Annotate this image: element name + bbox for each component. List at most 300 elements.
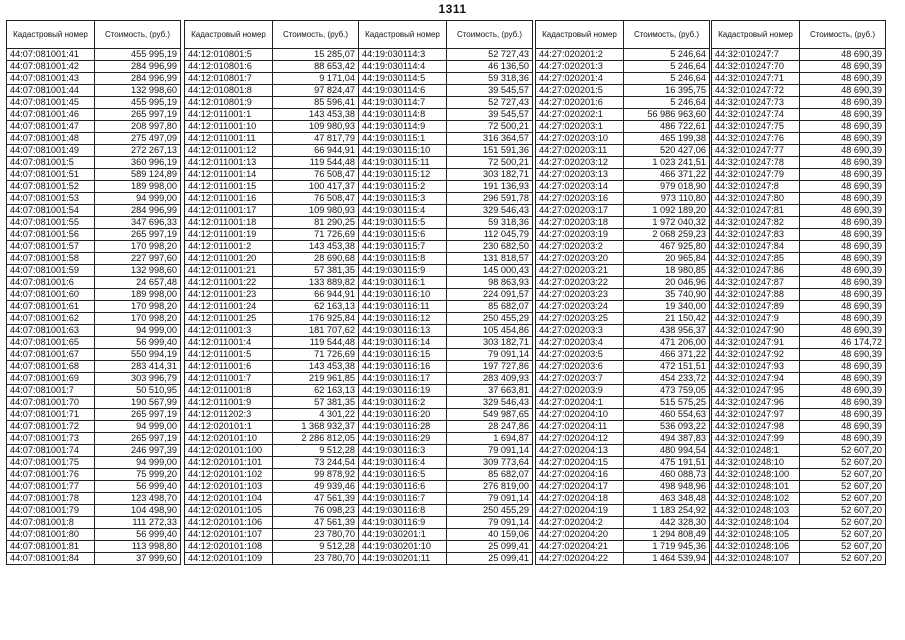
cost-cell: 1 464 539,94	[624, 553, 710, 565]
table-row	[712, 121, 886, 133]
cost-cell: 23 780,70	[273, 553, 359, 565]
cost-cell: 473 759,05	[624, 385, 710, 397]
cadastral-number-cell: 44:32:010247:89	[712, 301, 800, 313]
cadastral-number-cell: 44:19:030115:7	[359, 241, 447, 253]
table-row	[536, 133, 710, 145]
table-row	[185, 469, 359, 481]
cost-cell: 455 995,19	[95, 97, 181, 109]
table-row	[359, 361, 533, 373]
cost-cell: 81 290,25	[273, 217, 359, 229]
cadastral-number-cell: 44:12:011001:20	[185, 253, 273, 265]
cost-cell: 98 863,93	[447, 277, 533, 289]
cost-cell: 48 690,39	[800, 253, 886, 265]
table-row	[185, 445, 359, 457]
cost-cell: 16 395,75	[624, 85, 710, 97]
cost-cell: 2 068 259,23	[624, 229, 710, 241]
cadastral-number-cell: 44:07:081001:60	[7, 289, 95, 301]
cost-cell: 5 246,64	[624, 97, 710, 109]
cadastral-number-cell: 44:19:030116:4	[359, 457, 447, 469]
cost-cell: 219 961,85	[273, 373, 359, 385]
cadastral-number-cell: 44:32:010247:91	[712, 337, 800, 349]
cost-cell: 94 999,00	[95, 325, 181, 337]
cadastral-number-cell: 44:12:011001:2	[185, 241, 273, 253]
cadastral-number-cell: 44:07:081001:69	[7, 373, 95, 385]
cadastral-table-2	[184, 20, 359, 565]
cost-cell: 5 246,64	[624, 73, 710, 85]
cost-cell: 466 371,22	[624, 169, 710, 181]
cost-cell: 48 690,39	[800, 133, 886, 145]
cadastral-table-3	[358, 20, 533, 565]
cost-cell: 57 381,35	[273, 265, 359, 277]
cost-cell: 111 272,33	[95, 517, 181, 529]
table-row	[7, 241, 181, 253]
cadastral-number-cell: 44:27:020204:11	[536, 421, 624, 433]
cost-cell: 170 998,20	[95, 241, 181, 253]
cost-cell: 272 267,13	[95, 145, 181, 157]
cadastral-number-cell: 44:32:010247:90	[712, 325, 800, 337]
table-row	[7, 205, 181, 217]
table-row	[7, 97, 181, 109]
cadastral-number-cell: 44:07:081001:65	[7, 337, 95, 349]
table-row	[712, 433, 886, 445]
cost-cell: 550 994,19	[95, 349, 181, 361]
cost-cell: 303 182,71	[447, 337, 533, 349]
cost-cell: 52 607,20	[800, 541, 886, 553]
table-row	[536, 73, 710, 85]
cadastral-number-cell: 44:19:030115:6	[359, 229, 447, 241]
table-row	[7, 289, 181, 301]
table-row	[536, 349, 710, 361]
column-header-cost: Стоимость, (руб.)	[447, 21, 533, 49]
cadastral-number-cell: 44:27:020203:21	[536, 265, 624, 277]
table-row	[7, 481, 181, 493]
table-row	[359, 133, 533, 145]
table-row	[7, 193, 181, 205]
table-row	[7, 529, 181, 541]
cost-cell: 48 690,39	[800, 73, 886, 85]
cadastral-number-cell: 44:12:011001:12	[185, 145, 273, 157]
cadastral-number-cell: 44:07:081001:46	[7, 109, 95, 121]
cadastral-number-cell: 44:12:011001:5	[185, 349, 273, 361]
cost-cell: 37 663,81	[447, 385, 533, 397]
cadastral-number-cell: 44:07:081001:70	[7, 397, 95, 409]
table-row	[7, 325, 181, 337]
cost-cell: 73 244,54	[273, 457, 359, 469]
table-row	[7, 457, 181, 469]
table-row	[7, 541, 181, 553]
table-row	[7, 121, 181, 133]
cadastral-number-cell: 44:27:020203:4	[536, 337, 624, 349]
table-row	[7, 349, 181, 361]
cost-cell: 283 414,31	[95, 361, 181, 373]
table-row	[7, 361, 181, 373]
cadastral-number-cell: 44:27:020203:14	[536, 181, 624, 193]
table-row	[7, 109, 181, 121]
table-row	[359, 337, 533, 349]
cost-cell: 475 191,51	[624, 457, 710, 469]
cadastral-number-cell: 44:27:020204:12	[536, 433, 624, 445]
table-row	[359, 505, 533, 517]
cadastral-number-cell: 44:27:020201:2	[536, 49, 624, 61]
cadastral-number-cell: 44:32:010247:95	[712, 385, 800, 397]
cadastral-number-cell: 44:12:011001:7	[185, 373, 273, 385]
table-row	[185, 109, 359, 121]
cadastral-number-cell: 44:07:081001:48	[7, 133, 95, 145]
table-row	[359, 493, 533, 505]
table-row	[7, 145, 181, 157]
cadastral-number-cell: 44:12:020101:10	[185, 433, 273, 445]
cadastral-number-cell: 44:19:030201:1	[359, 529, 447, 541]
cadastral-number-cell: 44:19:030201:11	[359, 553, 447, 565]
cost-cell: 329 546,43	[447, 205, 533, 217]
cadastral-number-cell: 44:07:081001:54	[7, 205, 95, 217]
cadastral-number-cell: 44:19:030116:15	[359, 349, 447, 361]
table-row	[185, 301, 359, 313]
table-row	[7, 301, 181, 313]
cost-cell: 190 567,99	[95, 397, 181, 409]
table-row	[712, 517, 886, 529]
cadastral-number-cell: 44:27:020204:16	[536, 469, 624, 481]
cadastral-number-cell: 44:27:020204:15	[536, 457, 624, 469]
cadastral-number-cell: 44:12:020101:108	[185, 541, 273, 553]
cost-cell: 56 986 963,60	[624, 109, 710, 121]
cost-cell: 48 690,39	[800, 241, 886, 253]
table-row	[359, 181, 533, 193]
cadastral-number-cell: 44:07:081001:5	[7, 157, 95, 169]
cadastral-number-cell: 44:32:010247:70	[712, 61, 800, 73]
table-row	[536, 553, 710, 565]
cost-cell: 25 099,41	[447, 553, 533, 565]
cost-cell: 1 092 189,20	[624, 205, 710, 217]
cost-cell: 52 607,20	[800, 469, 886, 481]
table-row	[536, 409, 710, 421]
cost-cell: 48 690,39	[800, 313, 886, 325]
cadastral-number-cell: 44:27:020204:20	[536, 529, 624, 541]
column-header-cost: Стоимость, (руб.)	[273, 21, 359, 49]
cadastral-number-cell: 44:07:081001:58	[7, 253, 95, 265]
cadastral-number-cell: 44:19:030115:5	[359, 217, 447, 229]
cost-cell: 112 045,79	[447, 229, 533, 241]
cost-cell: 230 682,50	[447, 241, 533, 253]
cost-cell: 56 999,40	[95, 481, 181, 493]
cost-cell: 265 997,19	[95, 409, 181, 421]
cadastral-number-cell: 44:12:011001:10	[185, 121, 273, 133]
cost-cell: 76 508,47	[273, 169, 359, 181]
cost-cell: 62 163,13	[273, 385, 359, 397]
table-row	[359, 253, 533, 265]
table-row	[7, 265, 181, 277]
cadastral-number-cell: 44:32:010247:85	[712, 253, 800, 265]
cost-cell: 48 690,39	[800, 109, 886, 121]
table-row	[359, 49, 533, 61]
cadastral-number-cell: 44:12:011001:19	[185, 229, 273, 241]
cost-cell: 57 381,35	[273, 397, 359, 409]
cadastral-number-cell: 44:32:010248:106	[712, 541, 800, 553]
cost-cell: 208 997,80	[95, 121, 181, 133]
cost-cell: 465 199,38	[624, 133, 710, 145]
cadastral-number-cell: 44:27:020203:13	[536, 169, 624, 181]
cadastral-number-cell: 44:07:081001:6	[7, 277, 95, 289]
table-row	[7, 229, 181, 241]
cost-cell: 498 948,96	[624, 481, 710, 493]
table-row	[359, 481, 533, 493]
cost-cell: 39 545,57	[447, 85, 533, 97]
cost-cell: 132 998,60	[95, 85, 181, 97]
cost-cell: 143 453,38	[273, 361, 359, 373]
cost-cell: 48 690,39	[800, 289, 886, 301]
table-row	[185, 349, 359, 361]
cadastral-number-cell: 44:32:010247:99	[712, 433, 800, 445]
cost-cell: 35 740,90	[624, 289, 710, 301]
cadastral-number-cell: 44:27:020203:24	[536, 301, 624, 313]
cost-cell: 463 348,48	[624, 493, 710, 505]
cost-cell: 85 596,41	[273, 97, 359, 109]
table-row	[536, 301, 710, 313]
cadastral-number-cell: 44:27:020204:1	[536, 397, 624, 409]
cost-cell: 52 607,20	[800, 445, 886, 457]
cadastral-number-cell: 44:07:081001:73	[7, 433, 95, 445]
cadastral-number-cell: 44:32:010248:1	[712, 445, 800, 457]
cost-cell: 48 690,39	[800, 433, 886, 445]
cadastral-number-cell: 44:27:020203:19	[536, 229, 624, 241]
table-row	[536, 277, 710, 289]
cost-cell: 52 727,43	[447, 49, 533, 61]
table-row	[359, 241, 533, 253]
cadastral-table-1	[6, 20, 181, 565]
column-header-cost: Стоимость, (руб.)	[624, 21, 710, 49]
cadastral-number-cell: 44:27:020203:10	[536, 133, 624, 145]
table-row	[359, 277, 533, 289]
cost-cell: 170 998,20	[95, 301, 181, 313]
cost-cell: 48 690,39	[800, 49, 886, 61]
table-row	[712, 361, 886, 373]
table-row	[185, 157, 359, 169]
cost-cell: 52 607,20	[800, 505, 886, 517]
cadastral-number-cell: 44:07:081001:57	[7, 241, 95, 253]
table-row	[7, 409, 181, 421]
cost-cell: 143 453,38	[273, 109, 359, 121]
cadastral-number-cell: 44:07:081001:8	[7, 517, 95, 529]
table-row	[185, 289, 359, 301]
cadastral-number-cell: 44:19:030116:5	[359, 469, 447, 481]
table-row	[359, 517, 533, 529]
table-row	[712, 325, 886, 337]
cadastral-number-cell: 44:07:081001:42	[7, 61, 95, 73]
cadastral-number-cell: 44:19:030115:2	[359, 181, 447, 193]
table-row	[359, 289, 533, 301]
cost-cell: 48 690,39	[800, 409, 886, 421]
cost-cell: 79 091,14	[447, 517, 533, 529]
cadastral-number-cell: 44:27:020204:19	[536, 505, 624, 517]
cadastral-number-cell: 44:19:030115:3	[359, 193, 447, 205]
cadastral-number-cell: 44:07:081001:62	[7, 313, 95, 325]
cadastral-number-cell: 44:07:081001:80	[7, 529, 95, 541]
table-row	[712, 421, 886, 433]
page-number: 1311	[438, 2, 467, 16]
table-row	[536, 529, 710, 541]
cost-cell: 224 091,57	[447, 289, 533, 301]
column-header-cost: Стоимость, (руб.)	[95, 21, 181, 49]
cadastral-number-cell: 44:19:030116:29	[359, 433, 447, 445]
table-row	[712, 457, 886, 469]
cadastral-number-cell: 44:27:020204:21	[536, 541, 624, 553]
cost-cell: 283 409,93	[447, 373, 533, 385]
cost-cell: 52 607,20	[800, 457, 886, 469]
table-row	[185, 541, 359, 553]
table-row	[712, 409, 886, 421]
cadastral-number-cell: 44:32:010247:92	[712, 349, 800, 361]
cadastral-number-cell: 44:12:011001:13	[185, 157, 273, 169]
cadastral-number-cell: 44:19:030116:6	[359, 481, 447, 493]
cost-cell: 52 607,20	[800, 529, 886, 541]
table-row	[536, 337, 710, 349]
table-row	[712, 193, 886, 205]
cost-cell: 9 512,28	[273, 445, 359, 457]
cadastral-number-cell: 44:32:010247:77	[712, 145, 800, 157]
cost-cell: 170 998,20	[95, 313, 181, 325]
cadastral-number-cell: 44:12:020101:100	[185, 445, 273, 457]
cost-cell: 494 387,83	[624, 433, 710, 445]
table-row	[7, 157, 181, 169]
cost-cell: 48 690,39	[800, 169, 886, 181]
cost-cell: 23 780,70	[273, 529, 359, 541]
cost-cell: 265 997,19	[95, 433, 181, 445]
cadastral-number-cell: 44:32:010248:101	[712, 481, 800, 493]
cost-cell: 15 285,07	[273, 49, 359, 61]
cadastral-number-cell: 44:32:010248:104	[712, 517, 800, 529]
cost-cell: 47 561,39	[273, 493, 359, 505]
cadastral-number-cell: 44:12:011001:25	[185, 313, 273, 325]
table-row	[359, 349, 533, 361]
cost-cell: 48 690,39	[800, 265, 886, 277]
table-row	[712, 385, 886, 397]
cadastral-number-cell: 44:27:020201:6	[536, 97, 624, 109]
cadastral-number-cell: 44:12:011001:4	[185, 337, 273, 349]
cost-cell: 438 956,37	[624, 325, 710, 337]
table-row	[536, 241, 710, 253]
cadastral-number-cell: 44:12:020101:1	[185, 421, 273, 433]
cadastral-number-cell: 44:19:030116:20	[359, 409, 447, 421]
cost-cell: 21 150,42	[624, 313, 710, 325]
cadastral-number-cell: 44:07:081001:71	[7, 409, 95, 421]
table-row	[185, 97, 359, 109]
cost-cell: 48 690,39	[800, 325, 886, 337]
cadastral-number-cell: 44:07:081001:44	[7, 85, 95, 97]
cost-cell: 133 889,82	[273, 277, 359, 289]
table-row	[712, 49, 886, 61]
cadastral-number-cell: 44:27:020203:9	[536, 385, 624, 397]
table-row	[536, 457, 710, 469]
cadastral-number-cell: 44:07:081001:61	[7, 301, 95, 313]
table-row	[185, 217, 359, 229]
cadastral-number-cell: 44:07:081001:63	[7, 325, 95, 337]
table-row	[536, 397, 710, 409]
cadastral-number-cell: 44:32:010247:73	[712, 97, 800, 109]
cadastral-number-cell: 44:27:020203:1	[536, 121, 624, 133]
column-header-cadastral-number: Кадастровый номер	[185, 21, 273, 49]
cost-cell: 20 965,84	[624, 253, 710, 265]
cost-cell: 52 607,20	[800, 517, 886, 529]
table-row	[712, 493, 886, 505]
cost-cell: 246 997,39	[95, 445, 181, 457]
table-row	[7, 73, 181, 85]
cadastral-number-cell: 44:07:081001:76	[7, 469, 95, 481]
cost-cell: 145 000,43	[447, 265, 533, 277]
cost-cell: 76 098,23	[273, 505, 359, 517]
table-row	[359, 469, 533, 481]
table-row	[536, 445, 710, 457]
table-row	[7, 169, 181, 181]
table-row	[712, 469, 886, 481]
cost-cell: 48 690,39	[800, 121, 886, 133]
cadastral-number-cell: 44:32:010247:87	[712, 277, 800, 289]
cost-cell: 104 498,90	[95, 505, 181, 517]
cadastral-number-cell: 44:32:010247:7	[712, 49, 800, 61]
table-row	[536, 505, 710, 517]
cost-cell: 47 817,79	[273, 133, 359, 145]
cadastral-number-cell: 44:27:020203:6	[536, 361, 624, 373]
table-row	[185, 241, 359, 253]
table-row	[712, 157, 886, 169]
cost-cell: 28 690,68	[273, 253, 359, 265]
cost-cell: 48 690,39	[800, 193, 886, 205]
cost-cell: 460 088,73	[624, 469, 710, 481]
cadastral-number-cell: 44:27:020203:16	[536, 193, 624, 205]
cost-cell: 250 455,29	[447, 313, 533, 325]
cadastral-number-cell: 44:07:081001:43	[7, 73, 95, 85]
cost-cell: 47 561,39	[273, 517, 359, 529]
table-row	[536, 373, 710, 385]
cadastral-number-cell: 44:27:020203:22	[536, 277, 624, 289]
cost-cell: 536 093,22	[624, 421, 710, 433]
cost-cell: 296 591,78	[447, 193, 533, 205]
table-row	[359, 121, 533, 133]
table-row	[712, 241, 886, 253]
cadastral-number-cell: 44:32:010247:88	[712, 289, 800, 301]
cadastral-number-cell: 44:27:020203:12	[536, 157, 624, 169]
cadastral-number-cell: 44:12:020101:103	[185, 481, 273, 493]
table-row	[359, 541, 533, 553]
table-row	[7, 385, 181, 397]
cadastral-number-cell: 44:19:030116:14	[359, 337, 447, 349]
table-row	[7, 517, 181, 529]
cadastral-number-cell: 44:12:020101:105	[185, 505, 273, 517]
cost-cell: 250 455,29	[447, 505, 533, 517]
cost-cell: 973 110,80	[624, 193, 710, 205]
table-row	[359, 409, 533, 421]
cost-cell: 119 544,48	[273, 157, 359, 169]
cadastral-number-cell: 44:32:010247:8	[712, 181, 800, 193]
table-row	[185, 481, 359, 493]
cadastral-number-cell: 44:32:010247:98	[712, 421, 800, 433]
cost-cell: 88 653,42	[273, 61, 359, 73]
cost-cell: 275 497,09	[95, 133, 181, 145]
table-row	[359, 445, 533, 457]
cadastral-number-cell: 44:19:030114:8	[359, 109, 447, 121]
table-row	[185, 553, 359, 565]
cost-cell: 197 727,86	[447, 361, 533, 373]
cadastral-number-cell: 44:19:030116:19	[359, 385, 447, 397]
cadastral-number-cell: 44:12:011001:15	[185, 181, 273, 193]
cost-cell: 276 819,00	[447, 481, 533, 493]
cadastral-number-cell: 44:27:020204:17	[536, 481, 624, 493]
cadastral-number-cell: 44:12:011001:6	[185, 361, 273, 373]
table-row	[712, 85, 886, 97]
cadastral-number-cell: 44:19:030116:13	[359, 325, 447, 337]
cadastral-number-cell: 44:32:010247:84	[712, 241, 800, 253]
cost-cell: 360 996,19	[95, 157, 181, 169]
cadastral-number-cell: 44:07:081001:51	[7, 169, 95, 181]
